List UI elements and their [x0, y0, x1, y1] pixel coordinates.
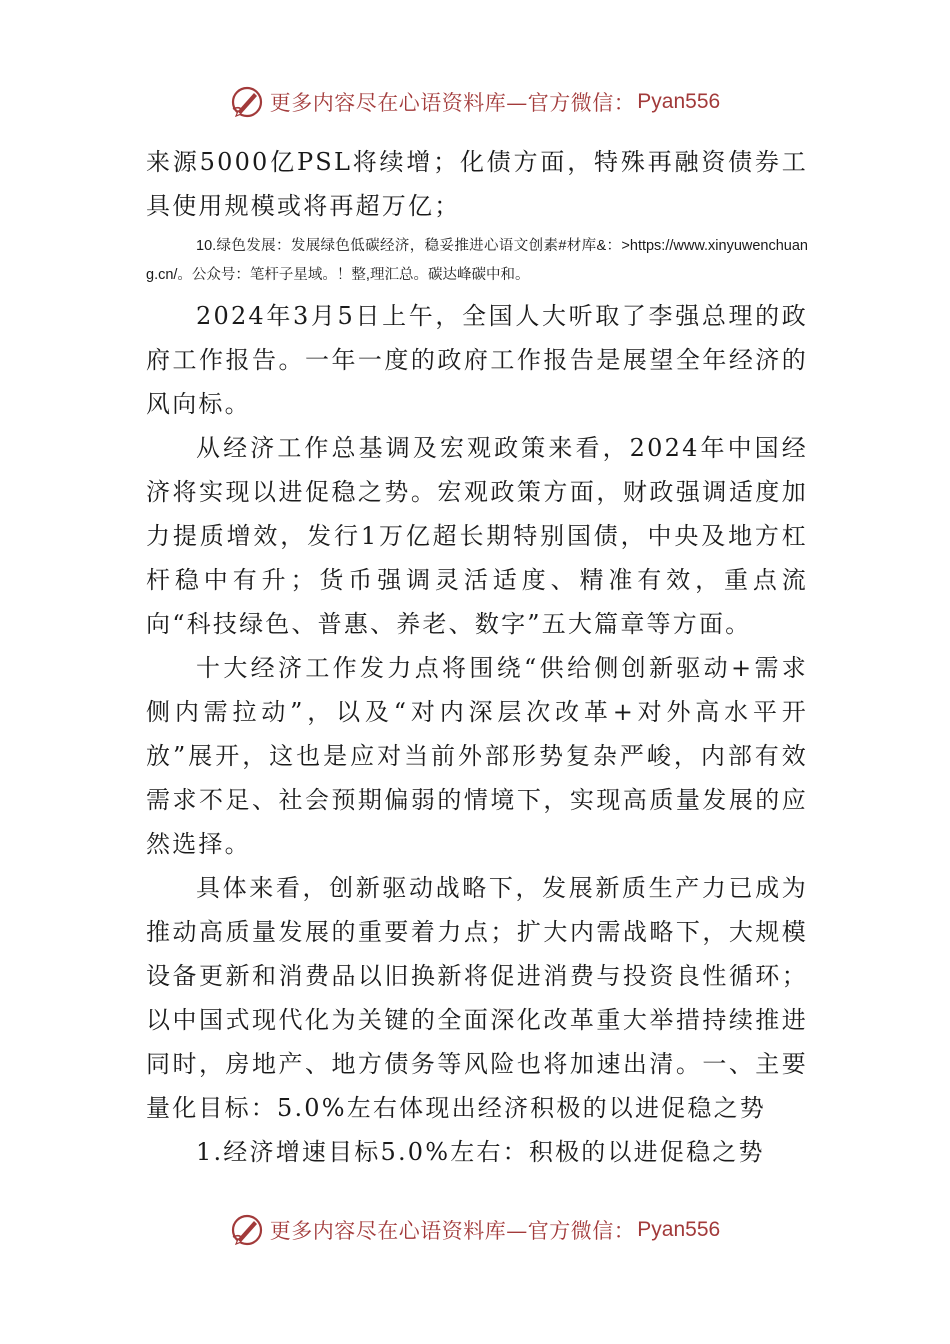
footer-wechat-id: Pyan556	[637, 1218, 721, 1241]
paragraph-2-note: 10.绿色发展：发展绿色低碳经济，稳妥推进心语文创素#材库&：>https://www.xinyuwenchuang.cn/。公众号：笔杆子星域。！整,理汇总。碳达峰碳中和。	[146, 238, 808, 283]
header-wechat-id: Pyan556	[637, 90, 721, 113]
paragraph-1: 来源5000亿PSL将续增；化债方面，特殊再融资债券工具使用规模或将再超万亿；	[146, 148, 808, 220]
pen-logo-icon	[230, 85, 264, 119]
paragraph-5: 十大经济工作发力点将围绕“供给侧创新驱动+需求侧内需拉动”，以及“对内深层次改革+对外高水平开放”展开，这也是应对当前外部形势复杂严峻，内部有效需求不足、社会预期偏弱的情境下，实现高质量发展的应然选择。	[146, 654, 808, 858]
document-body	[146, 140, 808, 1174]
paragraph-3: 2024年3月5日上午，全国人大听取了李强总理的政府工作报告。一年一度的政府工作报告是展望全年经济的风向标。	[146, 302, 808, 418]
header-banner	[0, 82, 950, 122]
pen-logo-icon	[230, 1213, 264, 1247]
footer-banner-text: 更多内容尽在心语资料库—官方微信：	[269, 1219, 636, 1243]
paragraph-7: 1.经济增速目标5.0%左右：积极的以进促稳之势	[196, 1138, 765, 1166]
header-banner-text: 更多内容尽在心语资料库—官方微信：	[269, 91, 636, 115]
paragraph-6: 具体来看，创新驱动战略下，发展新质生产力已成为推动高质量发展的重要着力点；扩大内需战略下，大规模设备更新和消费品以旧换新将促进消费与投资良性循环；以中国式现代化为关键的全面深化改革重大举措持续推进同时，房地产、地方债务等风险也将加速出清。一、主要量化目标：5.0%左右体现出经济积极的以进促稳之势	[146, 874, 808, 1122]
paragraph-4: 从经济工作总基调及宏观政策来看，2024年中国经济将实现以进促稳之势。宏观政策方面，财政强调适度加力提质增效，发行1万亿超长期特别国债，中央及地方杠杆稳中有升；货币强调灵活适度、精准有效，重点流向“科技绿色、普惠、养老、数字”五大篇章等方面。	[146, 434, 808, 638]
footer-banner	[0, 1210, 950, 1250]
